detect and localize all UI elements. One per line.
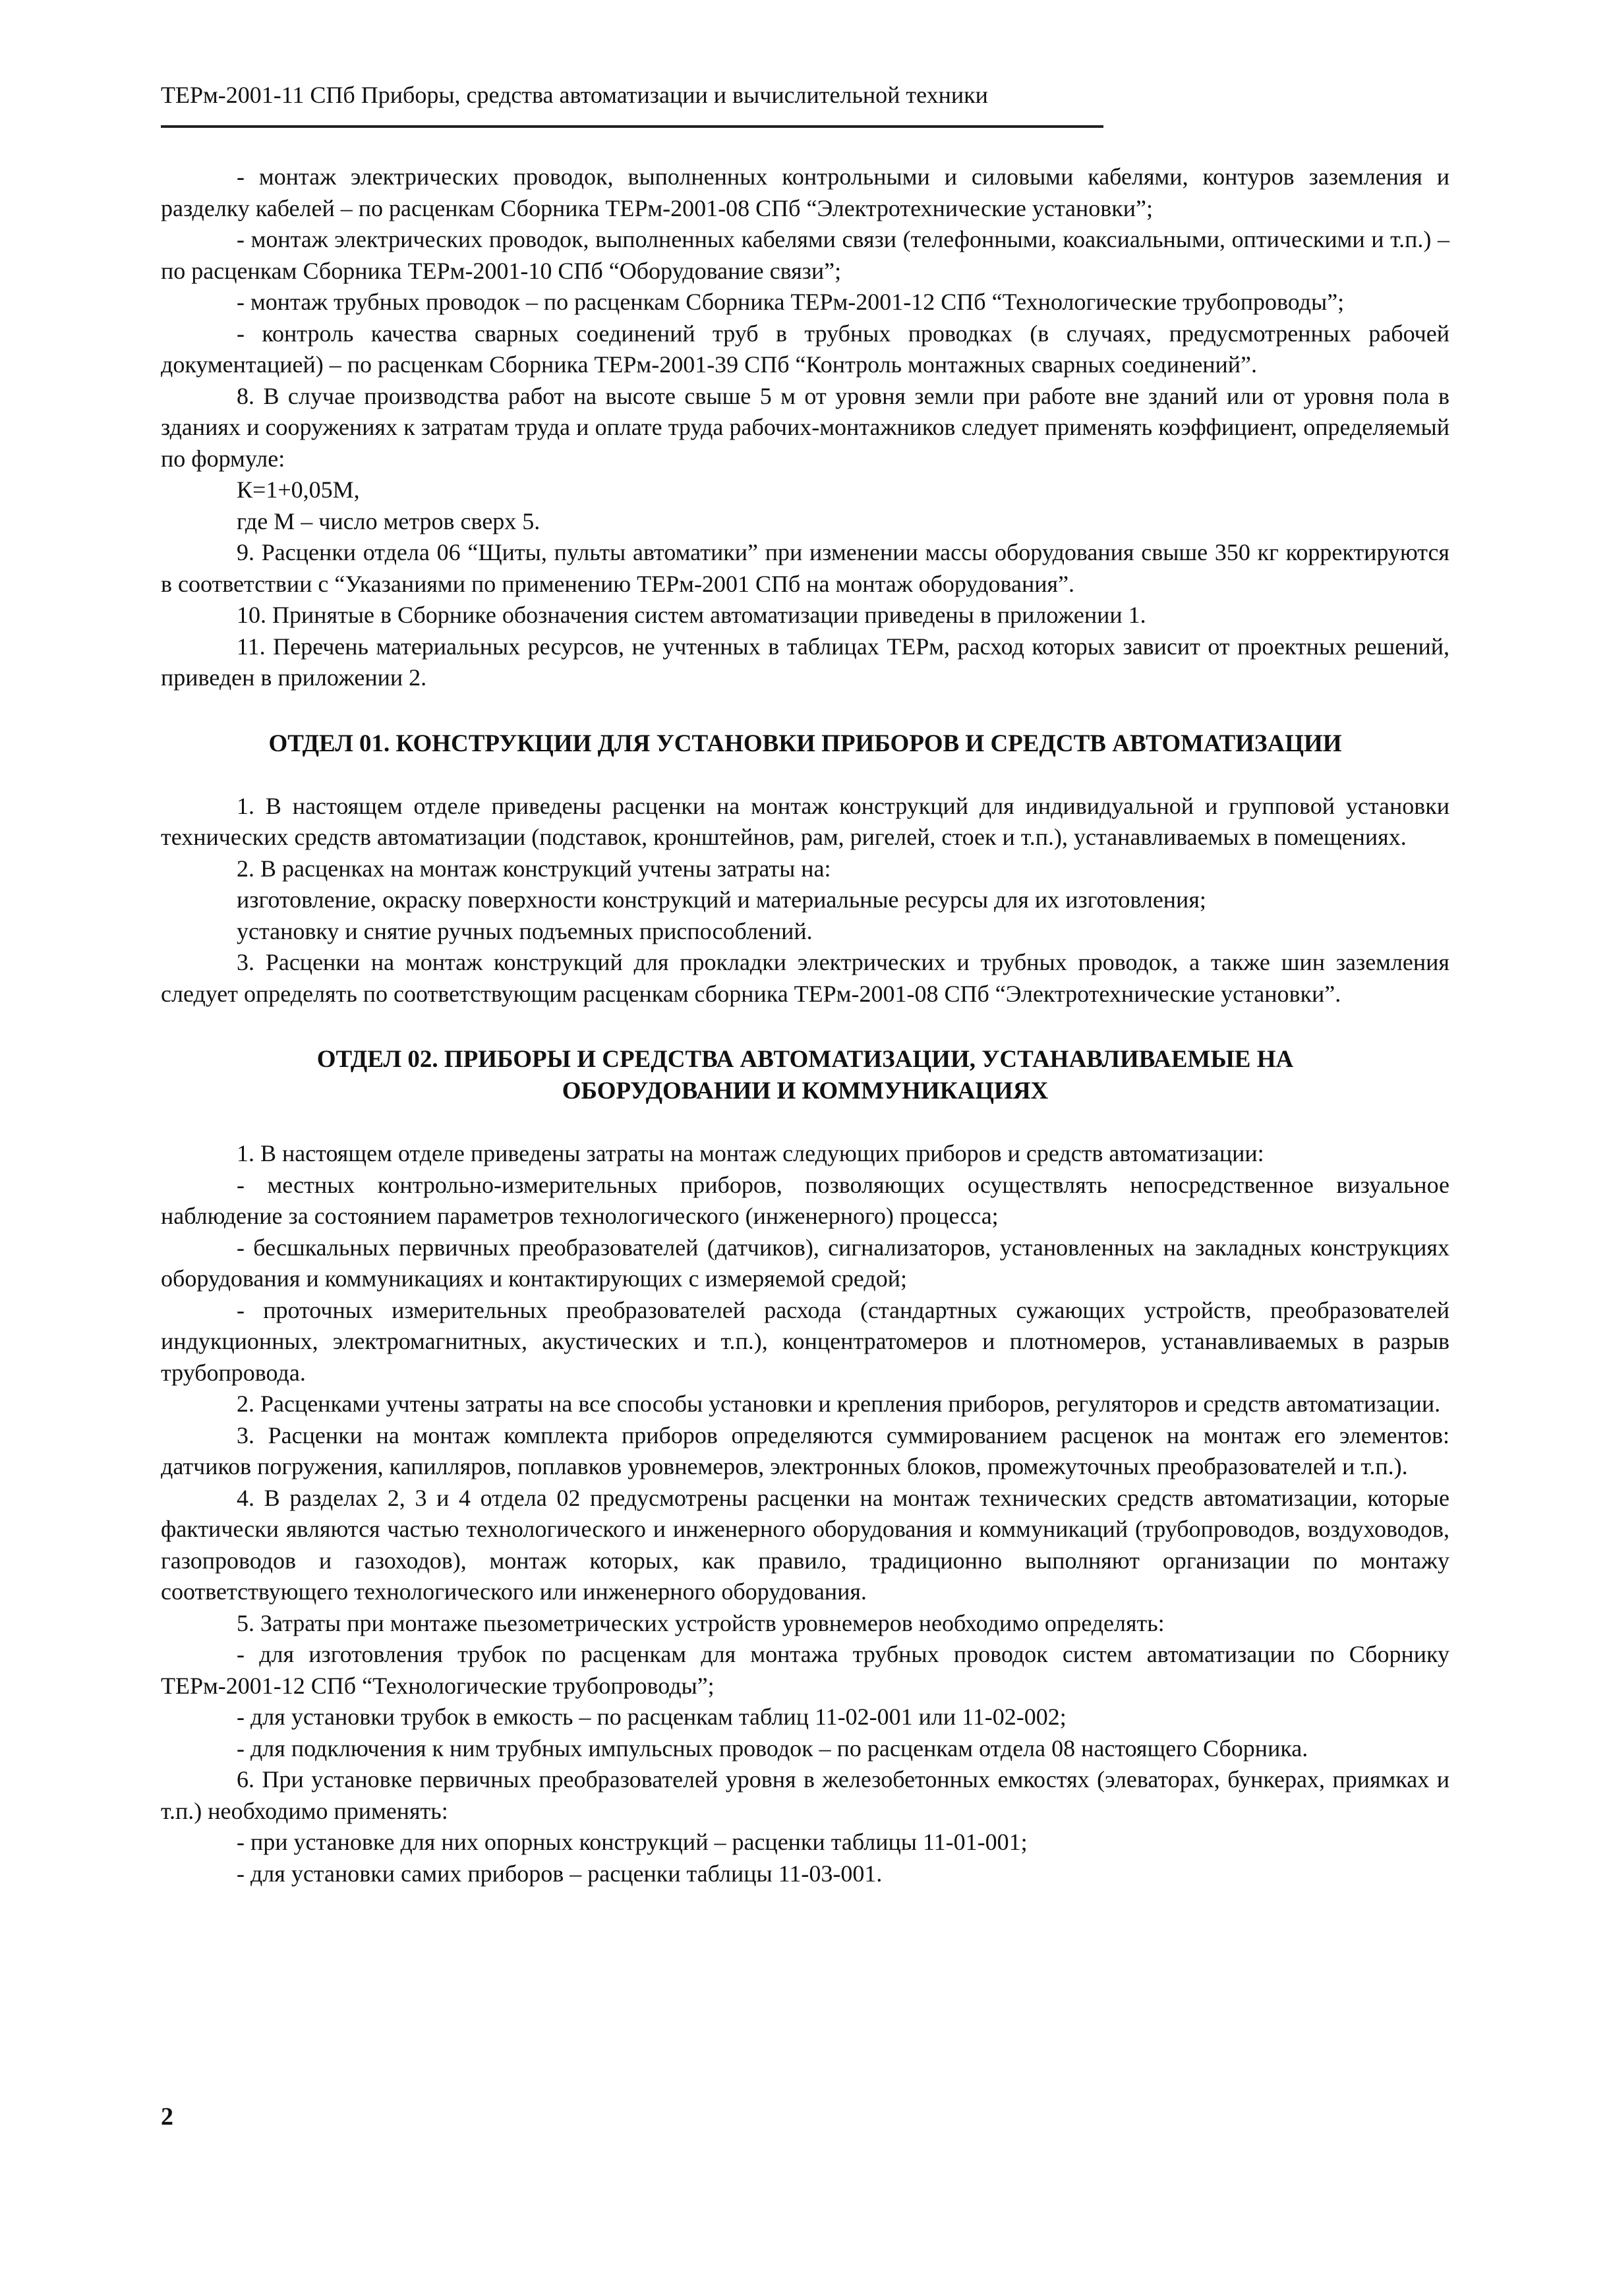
section-heading (161, 1044, 1449, 1107)
paragraph: - местных контрольно-измерительных приборов, позволяющих осуществлять непосредственное визуальное наблюдение за состоянием параметров технологического (инженерного) процесса; (161, 1171, 1449, 1229)
paragraph: - при установке для них опорных конструкций – расценки таблицы 11-01-001; (237, 1829, 1028, 1855)
paragraph: - монтаж трубных проводок – по расценкам Сборника ТЕРм-2001-12 СПб “Технологические трубопроводы”; (237, 289, 1345, 315)
paragraph: - для подключения к ним трубных импульсных проводок – по расценкам отдела 08 настоящего Сборника. (237, 1735, 1308, 1762)
paragraph: - контроль качества сварных соединений труб в трубных проводках (в случаях, предусмотренных рабочей документацией) – по расценкам Сборника ТЕРм-2001-39 СПб “Контроль монтажных сварных соединений”. (161, 320, 1449, 378)
page-number: 2 (161, 2103, 173, 2131)
running-header: ТЕРм-2001-11 СПб Приборы, средства автоматизации и вычислительной техники (161, 82, 988, 108)
header-divider (161, 125, 1103, 128)
paragraph: 5. Затраты при монтаже пьезометрических устройств уровнемеров необходимо определять: (237, 1609, 1165, 1636)
paragraph: - бесшкальных первичных преобразователей (датчиков), сигнализаторов, установленных на закладных конструкциях оборудования и коммуникациях и контактирующих с измеряемой средой; (161, 1234, 1449, 1292)
paragraph: 1. В настоящем отделе приведены затраты на монтаж следующих приборов и средств автоматизации: (237, 1140, 1264, 1166)
paragraph: 1. В настоящем отделе приведены расценки на монтаж конструкций для индивидуальной и групповой установки технических средств автоматизации (подставок, кронштейнов, рам, ригелей, стоек и т.п.), устанавливаемых в помещениях. (161, 792, 1449, 850)
paragraph: 2. Расценками учтены затраты на все способы установки и крепления приборов, регуляторов и средств автоматизации. (237, 1391, 1441, 1417)
paragraph: 2. В расценках на монтаж конструкций учтены затраты на: (237, 855, 831, 882)
list-item: установку и снятие ручных подъемных приспособлений. (237, 917, 813, 944)
paragraph: - для изготовления трубок по расценкам для монтажа трубных проводок систем автоматизации по Сборнику ТЕРм-2001-12 СПб “Технологические трубопроводы”; (161, 1641, 1449, 1699)
formula: К=1+0,05М, (237, 476, 360, 503)
paragraph: - монтаж электрических проводок, выполненных контрольными и силовыми кабелями, контуров заземления и разделку кабелей – по расценкам Сборника ТЕРм-2001-08 СПб “Электротехнические установки”; (161, 163, 1449, 221)
list-item: изготовление, окраску поверхности конструкций и материальные ресурсы для их изготовления; (237, 886, 1206, 913)
paragraph: 8. В случае производства работ на высоте свыше 5 м от уровня земли при работе вне зданий или от уровня пола в зданиях и сооружениях к затратам труда и оплате труда рабочих-монтажников следует применять коэффициент, определяемый по формуле: (161, 382, 1449, 472)
paragraph: 4. В разделах 2, 3 и 4 отдела 02 предусмотрены расценки на монтаж технических средств автоматизации, которые фактически являются частью технологического и инженерного оборудования и коммуникаций (трубопроводов, воздуховодов, газопроводов и газоходов), монтаж которых, как правило, традиционно выполняют организации по монтажу соответствующего технологического или инженерного оборудования. (161, 1484, 1449, 1605)
paragraph: 10. Принятые в Сборнике обозначения систем автоматизации приведены в приложении 1. (237, 602, 1146, 628)
formula-note: где М – число метров сверх 5. (237, 507, 541, 534)
paragraph: - проточных измерительных преобразователей расхода (стандартных сужающих устройств, преобразователей индукционных, электромагнитных, акустических и т.п.), концентратомеров и плотномеров, устанавливаемых в разрыв трубопровода. (161, 1296, 1449, 1386)
paragraph: 9. Расценки отдела 06 “Щиты, пульты автоматики” при изменении массы оборудования свыше 350 кг корректируются в соответствии с “Указаниями по применению ТЕРм-2001 СПб на монтаж оборудования”. (161, 539, 1449, 597)
section-heading: ОТДЕЛ 01. КОНСТРУКЦИИ ДЛЯ УСТАНОВКИ ПРИБОРОВ И СРЕДСТВ АВТОМАТИЗАЦИИ (268, 730, 1342, 757)
page-body (161, 161, 1449, 1889)
section-heading-line: ОБОРУДОВАНИИ И КОММУНИКАЦИЯХ (562, 1077, 1049, 1105)
paragraph: 3. Расценки на монтаж конструкций для прокладки электрических и трубных проводок, а также шин заземления следует определять по соответствующим расценкам сборника ТЕРм-2001-08 СПб “Электротехнические установки”. (161, 949, 1449, 1007)
section-heading-line: ОТДЕЛ 02. ПРИБОРЫ И СРЕДСТВА АВТОМАТИЗАЦИИ, УСТАНАВЛИВАЕМЫЕ НА (316, 1046, 1294, 1073)
paragraph: 3. Расценки на монтаж комплекта приборов определяются суммированием расценок на монтаж его элементов: датчиков погружения, капилляров, поплавков уровнемеров, электронных блоков, промежуточных преобразователей и т.п.). (161, 1421, 1449, 1479)
paragraph: - для установки самих приборов – расценки таблицы 11-03-001. (237, 1860, 883, 1887)
paragraph: 6. При установке первичных преобразователей уровня в железобетонных емкостях (элеваторах, бункерах, приямках и т.п.) необходимо применять: (161, 1766, 1449, 1824)
paragraph: - монтаж электрических проводок, выполненных кабелями связи (телефонными, коаксиальными, оптическими и т.п.) – по расценкам Сборника ТЕРм-2001-10 СПб “Оборудование связи”; (161, 226, 1449, 284)
paragraph: - для установки трубок в емкость – по расценкам таблиц 11-02-001 или 11-02-002; (237, 1704, 1067, 1730)
paragraph: 11. Перечень материальных ресурсов, не учтенных в таблицах ТЕРм, расход которых зависит от проектных решений, приведен в приложении 2. (161, 633, 1449, 691)
